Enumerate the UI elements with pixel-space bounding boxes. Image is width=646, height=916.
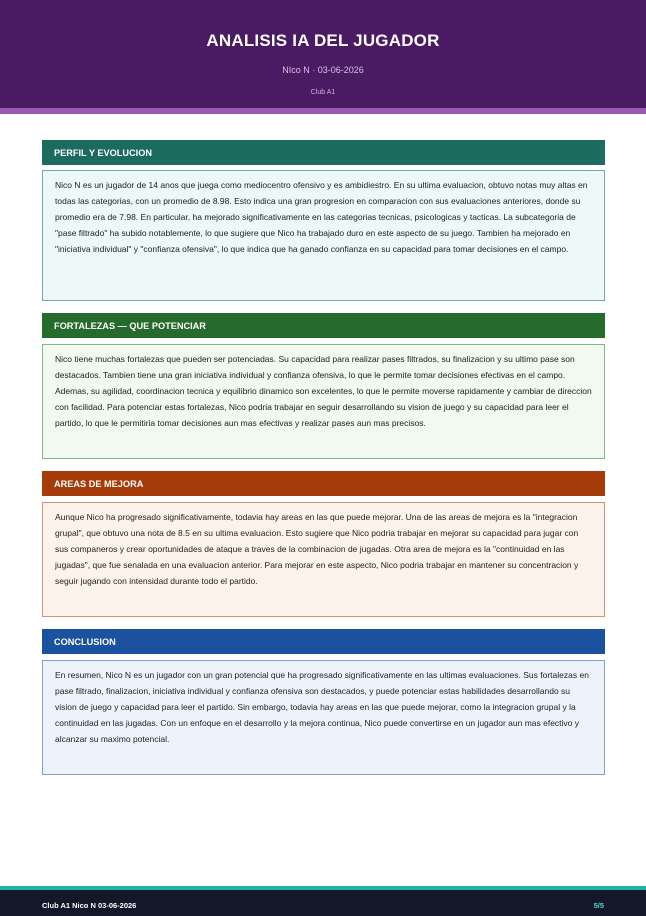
report-header [0, 0, 646, 108]
page-number: 5/5 [593, 901, 604, 910]
header-accent-bar [0, 108, 646, 114]
section-text-fortalezas: Nico tiene muchas fortalezas que pueden ser potenciadas. Su capacidad para realizar pases filtrados, su finalizacion y su ultimo pase son destacados. Tambien tiene una gran iniciativa individual y confianza ofensiva, lo que le permite tomar decisiones efectivas en el campo. Ademas, su agilidad, coordinacion tecnica y equilibrio dinamico son excelentes, lo que le permite moverse rapidamente y cambiar de direccion con facilidad. Para potenciar estas fortalezas, Nico podria trabajar en seguir desarrollando su vision de juego y su capacidad para leer el partido, lo que le permitiria tomar decisiones aun mas efectivas y realizar pases aun mas precisos. [42, 344, 605, 459]
section-text-conclusion: En resumen, Nico N es un jugador con un gran potencial que ha progresado significativamente en las ultimas evaluaciones. Sus fortalezas en pase filtrado, finalizacion, iniciativa individual y confianza ofensiva son destacados, y puede potenciar estas habilidades desarrollando su vision de juego y capacidad para leer el partido. Sin embargo, todavia hay areas en las que puede mejorar, como la integracion grupal y la continuidad en las jugadas. Con un enfoque en el desarrollo y la mejora continua, Nico puede convertirse en un jugador aun mas efectivo y alcanzar su maximo potencial. [42, 660, 605, 775]
section-text-areas-mejora: Aunque Nico ha progresado significativamente, todavia hay areas en las que puede mejorar. Una de las areas de mejora es la "integracion grupal", que obtuvo una nota de 8.5 en su ultima evaluacion. Esto sugiere que Nico podria trabajar en mejorar su capacidad para jugar con sus companeros y crear oportunidades de ataque a traves de la combinacion de jugadas. Otra area de mejora es la "continuidad en las jugadas", que fue senalada en una evaluacion anterior. Para mejorar en este aspecto, Nico podria trabajar en mantener su concentracion y seguir jugando con intensidad durante todo el partido. [42, 502, 605, 617]
club-name: Club A1 [310, 89, 336, 96]
player-date-subtitle: NIco N · 03-06-2026 [282, 65, 364, 75]
section-text-perfil: Nico N es un jugador de 14 anos que juega como mediocentro ofensivo y es ambidiestro. En su ultima evaluacion, obtuvo notas muy altas en todas las categorias, con un promedio de 8.98. Esto indica una gran progresion en comparacion con sus evaluaciones anteriores, donde su promedio era de 7.98. En particular, ha mejorado significativamente en las categorias tecnicas, psicologicas y tacticas. La subcategoria de "pase filtrado" ha subido notablemente, lo que sugiere que Nico ha trabajado duro en este aspecto de su juego. Tambien ha mejorado en "iniciativa individual" y "confianza ofensiva", lo que indica que ha ganado confianza en su capacidad para tomar decisiones en el campo. [42, 170, 605, 301]
report-title: ANALISIS IA DEL JUGADOR [206, 31, 440, 50]
page-footer [0, 890, 646, 916]
section-title-perfil: PERFIL Y EVOLUCION [42, 140, 605, 165]
section-title-fortalezas: FORTALEZAS — QUE POTENCIAR [42, 313, 605, 338]
section-title-areas-mejora: AREAS DE MEJORA [42, 471, 605, 496]
footer-info: Club A1 Nico N 03-06-2026 [42, 901, 137, 910]
section-title-conclusion: CONCLUSION [42, 629, 605, 654]
